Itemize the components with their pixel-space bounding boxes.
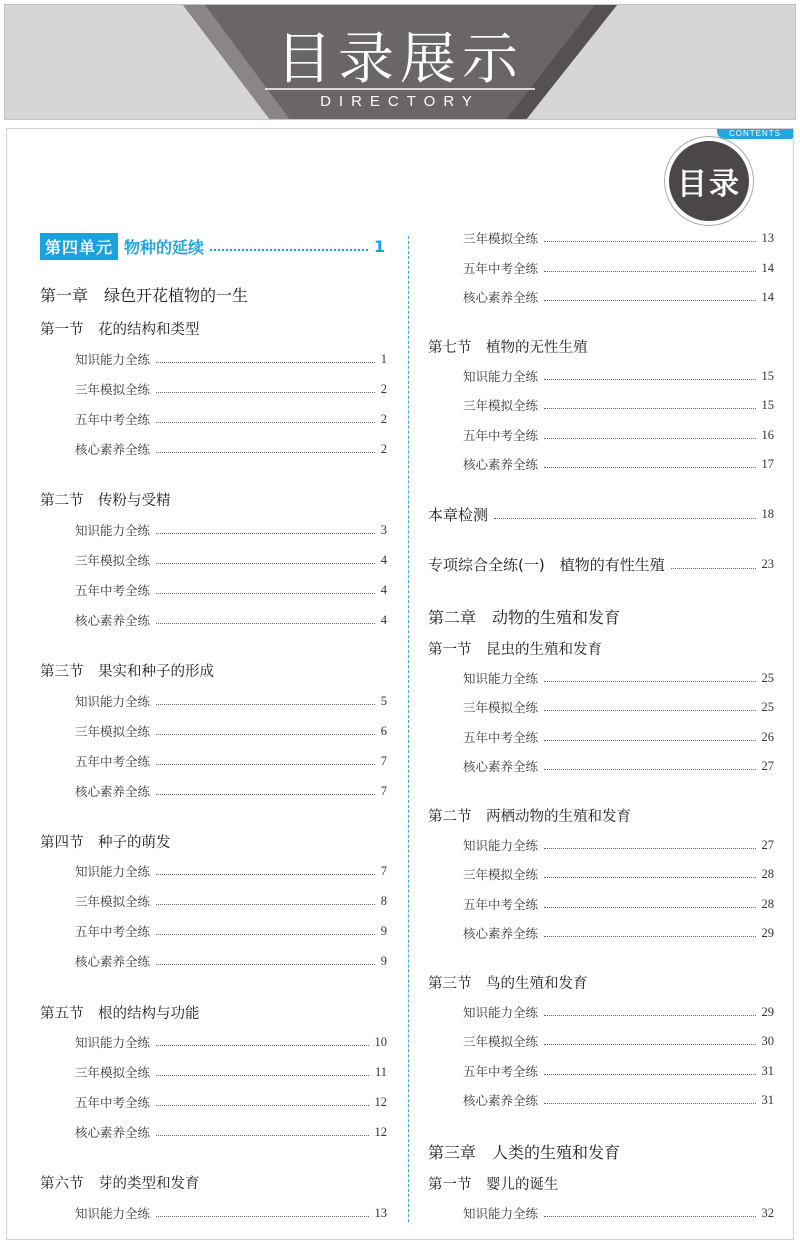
entry-label: 知识能力全练 [463,1206,539,1221]
entry-page: 28 [761,866,774,881]
entry-page: 4 [380,612,387,627]
toc-entry[interactable] [463,229,774,247]
entry-label: 核心素养全练 [75,784,151,799]
leader-dots [544,408,755,409]
toc-entry[interactable] [463,367,774,385]
toc-entry[interactable] [75,581,387,599]
entry-page: 27 [761,758,774,773]
toc-entry[interactable] [75,1204,387,1222]
toc-entry[interactable] [463,1091,774,1109]
leader-dots [156,1216,368,1217]
entry-label: 五年中考全练 [463,897,539,912]
toc-entry[interactable] [75,410,387,428]
leader-dots [544,1074,755,1075]
leader-dots [544,877,755,878]
entry-label: 知识能力全练 [75,864,151,879]
leader-dots [544,907,755,908]
header-banner [4,4,796,120]
leader-dots [544,1103,755,1104]
entry-label: 知识能力全练 [463,671,539,686]
entry-label: 知识能力全练 [463,838,539,853]
leader-dots [156,623,375,624]
leader-dots [544,1015,755,1016]
entry-label: 三年模拟全练 [463,231,539,246]
entry-page: 32 [761,1205,774,1220]
leader-dots [544,740,755,741]
entry-page: 7 [380,863,387,878]
entry-page: 2 [380,411,387,426]
entry-page: 4 [380,582,387,597]
banner-subtitle: DIRECTORY [320,93,480,110]
leader-dots [544,241,755,242]
entry-page: 7 [380,783,387,798]
entry-page: 16 [761,427,774,442]
leader-dots [544,848,755,849]
section-title[interactable]: 第一节 婴儿的诞生 [428,1177,559,1193]
toc-entry[interactable] [75,752,387,770]
entry-label: 五年中考全练 [75,583,151,598]
entry-label: 三年模拟全练 [75,724,151,739]
entry-label: 核心素养全练 [463,457,539,472]
section-title[interactable]: 第二节 两栖动物的生殖和发育 [428,809,631,825]
entry-page: 2 [380,441,387,456]
leader-dots [156,764,375,765]
leader-dots [544,769,755,770]
toc-entry[interactable] [463,396,774,414]
entry-label: 核心素养全练 [463,290,539,305]
leader-dots [156,934,375,935]
entry-page: 9 [380,923,387,938]
section-title[interactable]: 第三节 果实和种子的形成 [40,664,214,680]
toc-entry[interactable] [463,426,774,444]
entry-label: 知识能力全练 [75,1035,151,1050]
toc-entry[interactable] [75,922,387,940]
contents-circle: 目录 [665,137,753,225]
entry-page: 11 [374,1064,387,1079]
section-title[interactable]: 第七节 植物的无性生殖 [428,340,588,356]
toc-entry[interactable] [75,611,387,629]
toc-entry[interactable] [75,380,387,398]
unit-tag: 第四单元 [40,233,118,260]
toc-entry[interactable] [75,892,387,910]
entry-page: 13 [374,1205,387,1220]
toc-entry[interactable] [463,698,774,716]
section-title[interactable]: 第一节 花的结构和类型 [40,322,200,338]
section-title[interactable]: 第五节 根的结构与功能 [40,1006,200,1022]
toc-entry[interactable] [463,865,774,883]
toc-entry[interactable] [463,757,774,775]
contents-badge [663,131,795,227]
section-title[interactable]: 第三节 鸟的生殖和发育 [428,976,588,992]
toc-entry[interactable] [75,521,387,539]
entry-label: 知识能力全练 [463,1005,539,1020]
leader-dots [156,1135,368,1136]
leader-dots [156,452,375,453]
chapter-1-title[interactable]: 第一章 绿色开花植物的一生 [40,286,249,305]
entry-label: 核心素养全练 [75,954,151,969]
chapter-2-title[interactable]: 第二章 动物的生殖和发育 [428,608,621,627]
entry-label: 三年模拟全练 [75,382,151,397]
leader-dots [156,704,375,705]
entry-label: 核心素养全练 [75,442,151,457]
entry-page: 29 [761,925,774,940]
entry-label: 三年模拟全练 [75,553,151,568]
toc-entry[interactable] [463,288,774,306]
entry-page: 14 [761,260,774,275]
toc-entry[interactable] [75,1093,387,1111]
toc-entry[interactable] [75,722,387,740]
toc-entry[interactable] [75,952,387,970]
leader-dots [156,593,375,594]
leader-dots [544,438,755,439]
toc-entry[interactable] [75,350,387,368]
leader-dots [156,874,375,875]
entry-label: 五年中考全练 [75,754,151,769]
leader-dots [156,1075,369,1076]
entry-page: 30 [761,1033,774,1048]
entry-label: 三年模拟全练 [463,1034,539,1049]
toc-entry[interactable] [75,440,387,458]
entry-label: 五年中考全练 [463,261,539,276]
toc-entry[interactable] [75,551,387,569]
entry-page: 31 [761,1092,774,1107]
leader-dots [544,710,755,711]
entry-page: 25 [761,699,774,714]
leader-dots [156,563,375,564]
unit-page: 1 [373,236,385,256]
entry-page: 18 [761,506,774,521]
chapter-test-entry[interactable] [428,503,774,525]
entry-label: 知识能力全练 [75,694,151,709]
section-title[interactable]: 第六节 芽的类型和发育 [40,1176,200,1192]
toc-entry[interactable] [463,1204,774,1222]
entry-page: 13 [761,230,774,245]
contents-ribbon: CONTENTS [717,129,793,139]
entry-page: 25 [761,670,774,685]
entry-page: 31 [761,1063,774,1078]
entry-page: 14 [761,289,774,304]
leader-dots [544,1044,755,1045]
entry-label: 本章检测 [428,505,489,524]
leader-dots [544,936,755,937]
entry-page: 10 [374,1034,387,1049]
entry-label: 知识能力全练 [463,369,539,384]
column-divider [408,236,409,1222]
toc-entry[interactable] [75,1123,387,1141]
entry-page: 26 [761,729,774,744]
leader-dots [544,379,755,380]
toc-entry[interactable] [75,1063,387,1081]
toc-entry[interactable] [463,895,774,913]
leader-dots [544,300,755,301]
section-title[interactable]: 第一节 昆虫的生殖和发育 [428,642,602,658]
toc-entry[interactable] [463,669,774,687]
entry-label: 知识能力全练 [75,523,151,538]
toc-entry[interactable] [75,782,387,800]
special-practice-entry[interactable] [428,553,774,575]
entry-label: 三年模拟全练 [75,1065,151,1080]
leader-dots [156,392,375,393]
chapter-3-title[interactable]: 第三章 人类的生殖和发育 [428,1143,621,1162]
leader-dots [210,249,368,251]
leader-dots [156,904,375,905]
toc-entry[interactable] [463,1062,774,1080]
toc-entry[interactable] [463,1032,774,1050]
section-title[interactable]: 第二节 传粉与受精 [40,493,171,509]
toc-entry[interactable] [75,862,387,880]
leader-dots [156,362,375,363]
entry-page: 3 [380,522,387,537]
entry-label: 专项综合全练(一) 植物的有性生殖 [428,555,665,574]
leader-dots [544,271,755,272]
entry-label: 五年中考全练 [463,428,539,443]
entry-label: 知识能力全练 [75,352,151,367]
entry-page: 23 [761,556,774,571]
toc-entry[interactable] [463,1003,774,1021]
entry-page: 27 [761,837,774,852]
entry-page: 5 [380,693,387,708]
entry-label: 五年中考全练 [75,412,151,427]
toc-entry[interactable] [75,692,387,710]
entry-label: 三年模拟全练 [463,700,539,715]
entry-label: 核心素养全练 [463,1093,539,1108]
unit-title: 物种的延续 [124,237,205,257]
leader-dots [156,1105,368,1106]
entry-label: 核心素养全练 [463,759,539,774]
leader-dots [156,1045,368,1046]
toc-entry[interactable] [75,1033,387,1051]
banner-title: 目录展示 [276,27,524,92]
leader-dots [494,518,755,519]
toc-entry[interactable] [463,728,774,746]
entry-page: 17 [761,456,774,471]
entry-label: 知识能力全练 [75,1206,151,1221]
entry-label: 五年中考全练 [463,730,539,745]
entry-label: 三年模拟全练 [463,398,539,413]
leader-dots [544,681,755,682]
entry-label: 核心素养全练 [463,926,539,941]
entry-label: 核心素养全练 [75,1125,151,1140]
toc-entry[interactable] [463,455,774,473]
toc-entry[interactable] [463,924,774,942]
entry-label: 三年模拟全练 [463,867,539,882]
toc-entry[interactable] [463,259,774,277]
leader-dots [156,734,375,735]
leader-dots [156,422,375,423]
entry-page: 15 [761,397,774,412]
entry-page: 6 [380,723,387,738]
leader-dots [544,467,755,468]
entry-label: 五年中考全练 [463,1064,539,1079]
entry-page: 15 [761,368,774,383]
leader-dots [156,533,375,534]
entry-page: 7 [380,753,387,768]
entry-label: 五年中考全练 [75,1095,151,1110]
section-title[interactable]: 第四节 种子的萌发 [40,835,171,851]
entry-page: 4 [380,552,387,567]
unit-heading[interactable] [40,233,385,259]
leader-dots [671,568,756,569]
leader-dots [156,794,375,795]
entry-page: 12 [374,1124,387,1139]
entry-label: 三年模拟全练 [75,894,151,909]
entry-page: 8 [380,893,387,908]
entry-page: 12 [374,1094,387,1109]
entry-page: 1 [380,351,387,366]
entry-page: 9 [380,953,387,968]
entry-label: 核心素养全练 [75,613,151,628]
toc-entry[interactable] [463,836,774,854]
entry-page: 28 [761,896,774,911]
entry-page: 2 [380,381,387,396]
entry-page: 29 [761,1004,774,1019]
leader-dots [544,1216,755,1217]
entry-label: 五年中考全练 [75,924,151,939]
leader-dots [156,964,375,965]
